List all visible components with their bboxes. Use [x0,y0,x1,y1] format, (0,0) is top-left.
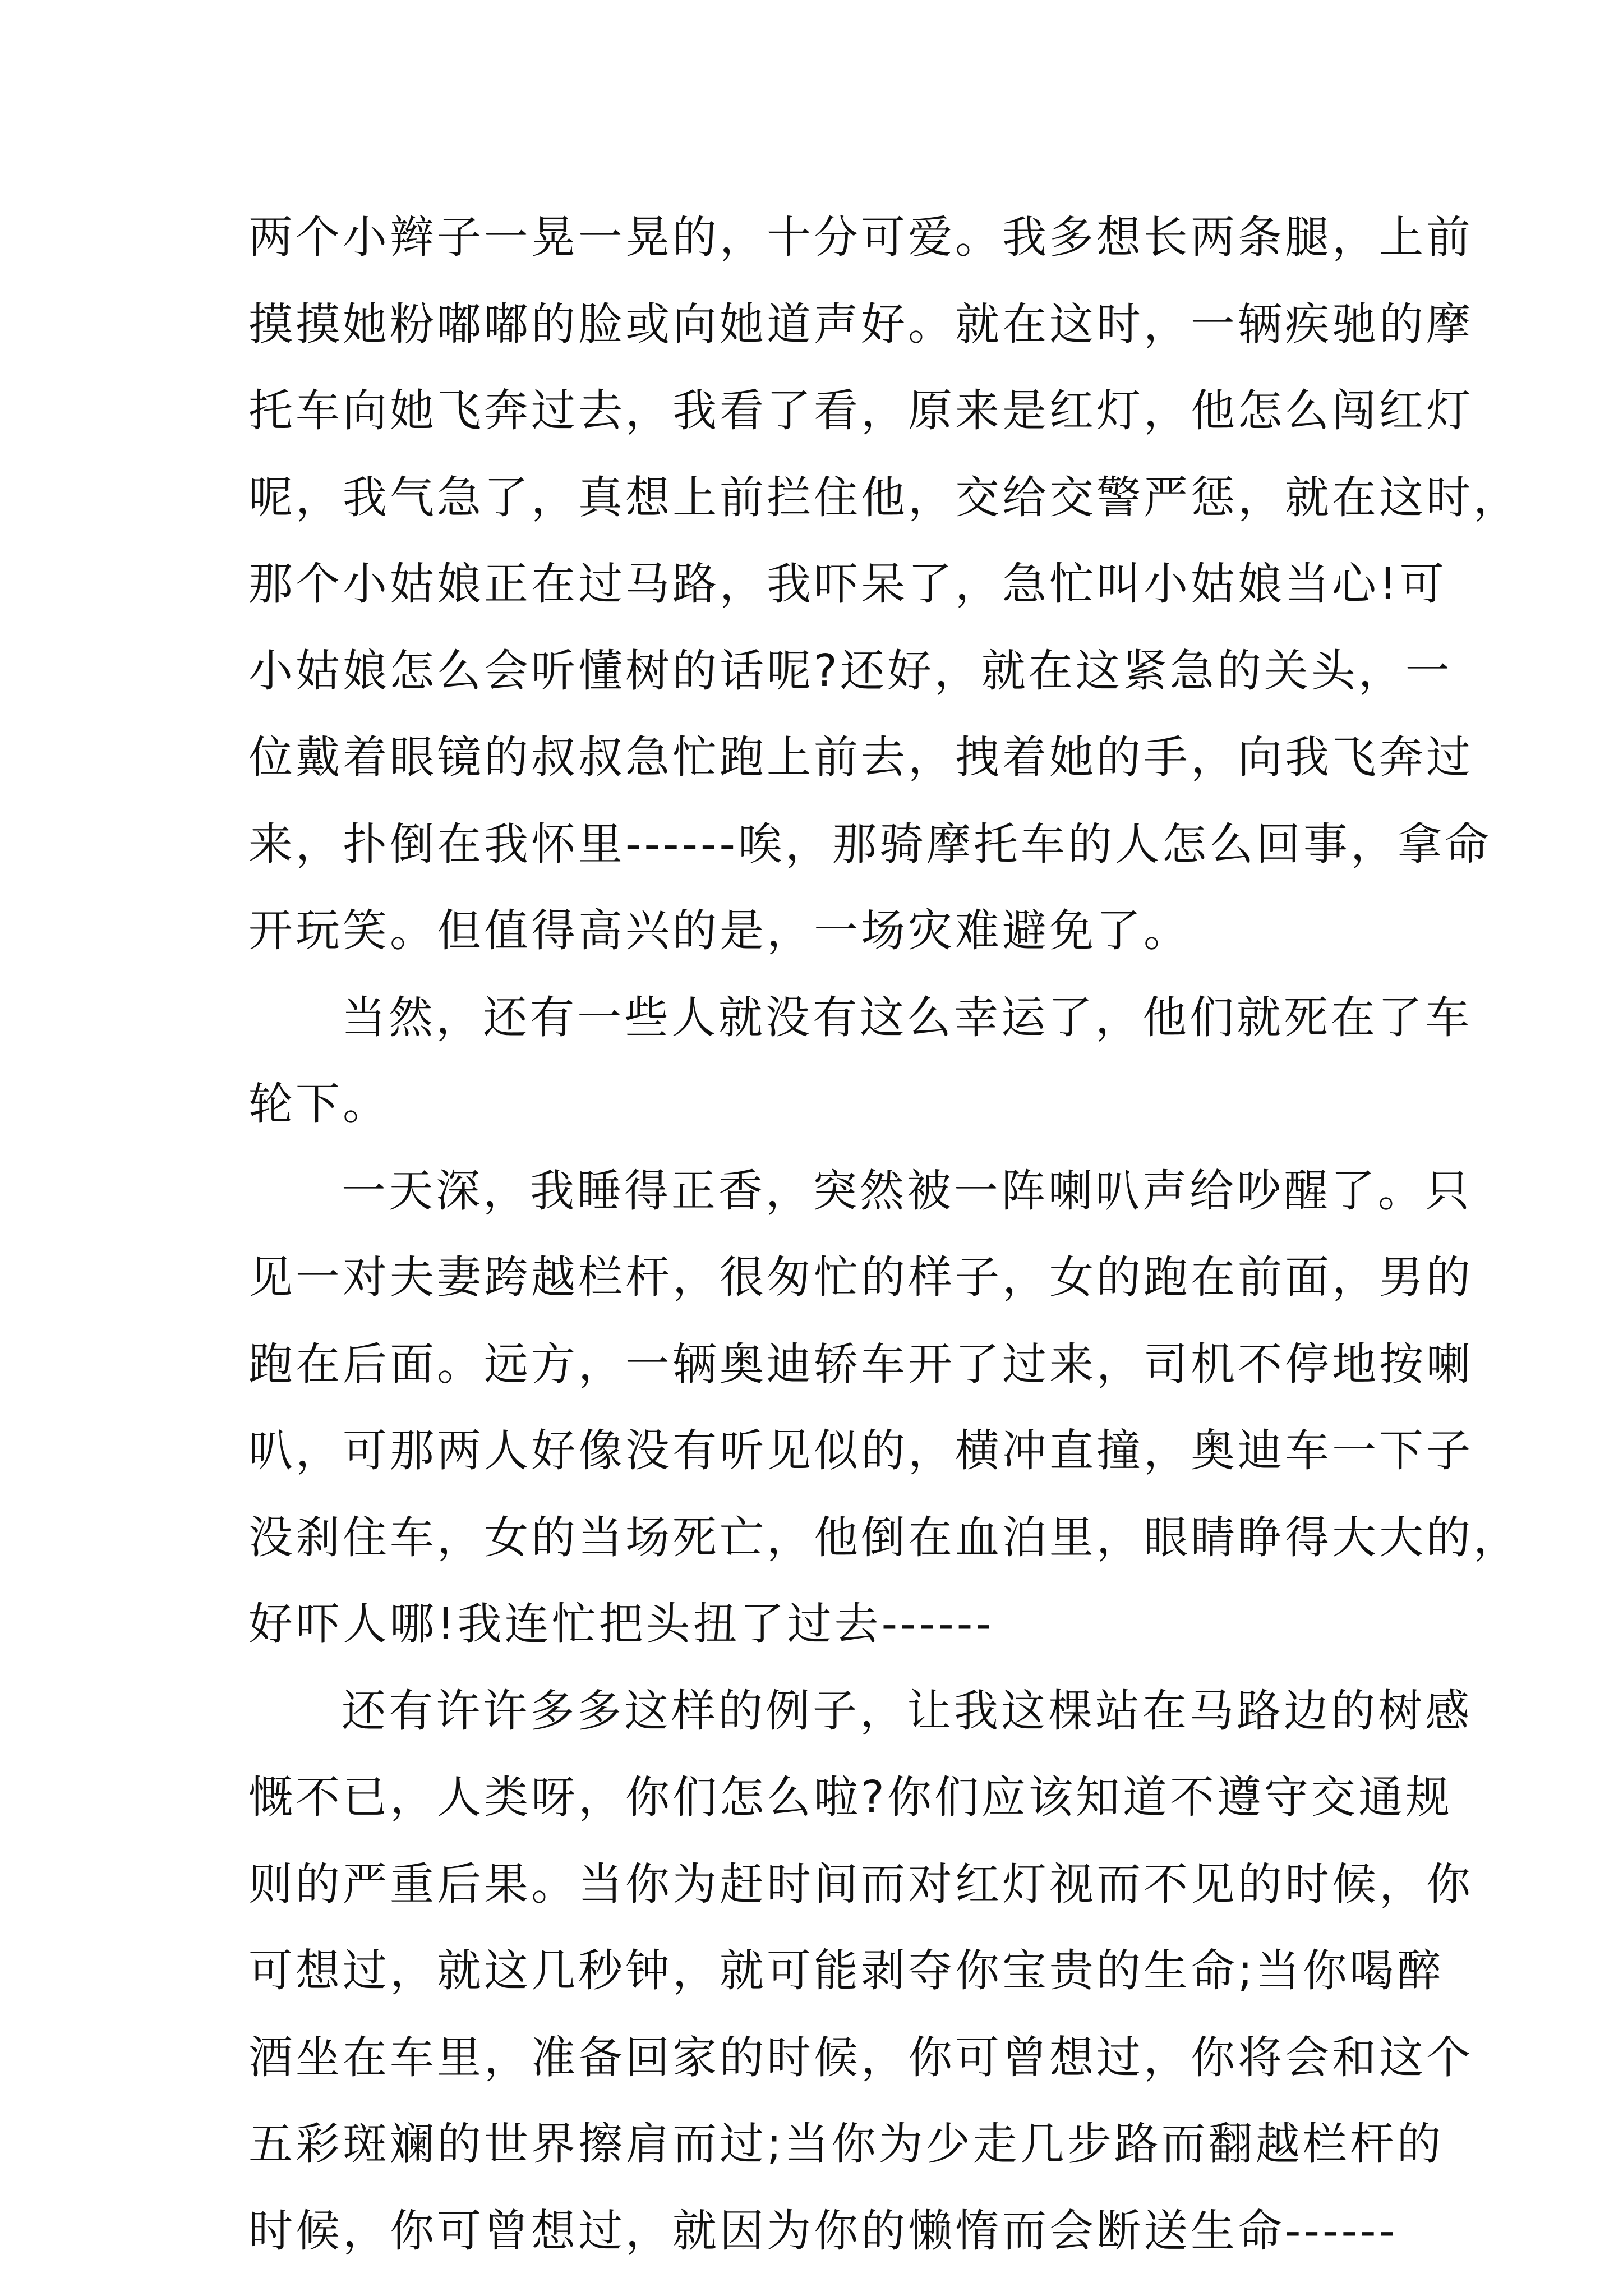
text-line: 酒坐在车里，准备回家的时候，你可曾想过，你将会和这个 [248,2031,1473,2083]
text-line: 叭，可那两人好像没有听见似的，横冲直撞，奥迪车一下子 [248,1425,1473,1476]
text-line: 则的严重后果。当你为赶时间而对红灯视而不见的时候，你 [248,1858,1473,1910]
text-line: 没刹住车，女的当场死亡，他倒在血泊里，眼睛睁得大大的， [248,1511,1520,1563]
text-line: 位戴着眼镜的叔叔急忙跑上前去，拽着她的手，向我飞奔过 [248,731,1473,783]
text-line: 摸摸她粉嘟嘟的脸或向她道声好。就在这时，一辆疾驰的摩 [248,298,1473,350]
text-line: 开玩笑。但值得高兴的是，一场灾难避免了。 [248,905,1191,956]
paragraph-first-line: 还有许许多多这样的例子，让我这棵站在马路边的树感 [342,1685,1472,1737]
text-line: 慨不已，人类呀，你们怎么啦?你们应该知道不遵守交通规 [248,1772,1453,1823]
text-line: 来，扑倒在我怀里------唉，那骑摩托车的人怎么回事，拿命 [248,818,1492,870]
text-line: 五彩斑斓的世界擦肩而过;当你为少走几步路而翻越栏杆的 [248,2118,1444,2170]
text-line: 两个小辫子一晃一晃的，十分可爱。我多想长两条腿，上前 [248,211,1473,263]
text-line: 小姑娘怎么会听懂树的话呢?还好，就在这紧急的关头，一 [248,645,1453,697]
text-line: 好吓人哪!我连忙把头扭了过去------ [248,1598,994,1650]
text-line: 时候，你可曾想过，就因为你的懒惰而会断送生命------ [248,2205,1398,2257]
text-line: 见一对夫妻跨越栏杆，很匆忙的样子，女的跑在前面，男的 [248,1251,1473,1303]
paragraph-first-line: 一天深，我睡得正香，突然被一阵喇叭声给吵醒了。只 [342,1165,1472,1217]
text-line: 轮下。 [248,1078,390,1130]
paragraph-first-line: 当然，还有一些人就没有这么幸运了，他们就死在了车 [342,991,1472,1043]
text-line: 跑在后面。远方，一辆奥迪轿车开了过来，司机不停地按喇 [248,1338,1473,1390]
text-line: 可想过，就这几秒钟，就可能剥夺你宝贵的生命;当你喝醉 [248,1945,1444,1996]
text-line: 托车向她飞奔过去，我看了看，原来是红灯，他怎么闯红灯 [248,385,1473,436]
text-line: 呢，我气急了，真想上前拦住他，交给交警严惩，就在这时， [248,471,1520,523]
text-line: 那个小姑娘正在过马路，我吓呆了，急忙叫小姑娘当心!可 [248,558,1447,610]
body-text [248,194,1520,2274]
